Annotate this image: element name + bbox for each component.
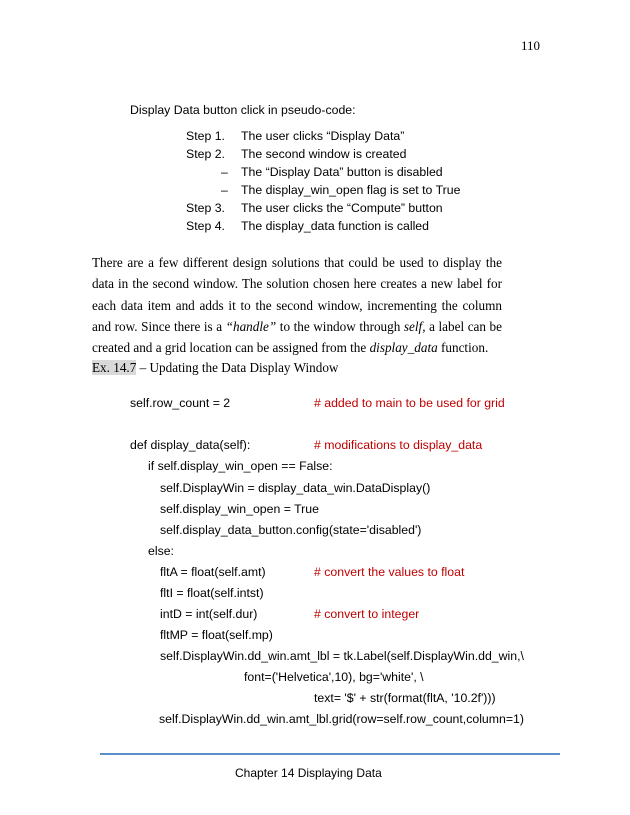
- pseudo-code-intro: Display Data button click in pseudo-code:: [130, 103, 356, 117]
- sub-step-dash: –: [221, 165, 228, 179]
- step-label: Step 3.: [186, 201, 225, 215]
- example-title: – Updating the Data Display Window: [136, 360, 339, 375]
- code-line: self.display_data_button.config(state='disabled'): [160, 523, 422, 537]
- example-number: Ex. 14.7: [92, 360, 137, 375]
- code-line: fltI = float(self.intst): [160, 586, 264, 600]
- code-line: else:: [148, 544, 174, 558]
- paragraph-emphasis: display_data: [369, 340, 438, 356]
- code-line: def display_data(self):: [130, 438, 251, 452]
- body-paragraph: [92, 252, 502, 358]
- page-number: 110: [521, 38, 541, 53]
- code-line: self.DisplayWin = display_data_win.DataDisplay(): [160, 481, 431, 495]
- code-line: self.DisplayWin.dd_win.amt_lbl.grid(row=self.row_count,column=1): [159, 712, 524, 726]
- example-heading: [92, 360, 338, 376]
- code-line: fltA = float(self.amt): [160, 565, 266, 579]
- chapter-footer: Chapter 14 Displaying Data: [235, 766, 382, 780]
- code-line: self.DisplayWin.dd_win.amt_lbl = tk.Label(self.DisplayWin.dd_win,\: [160, 649, 524, 663]
- code-comment: # added to main to be used for grid: [314, 396, 505, 410]
- paragraph-text: There are a few different design solutions that could be used to display the data in the second window. The solution chosen here creates a new label for each data item and adds it to the second window, incrementing the column and row. Since there is a: [92, 255, 502, 334]
- code-comment: # convert the values to float: [314, 565, 465, 579]
- code-line: if self.display_win_open == False:: [148, 459, 333, 473]
- code-line: fltMP = float(self.mp): [160, 628, 273, 642]
- step-text: The display_win_open flag is set to True: [241, 183, 461, 197]
- paragraph-emphasis: self,: [403, 318, 426, 334]
- paragraph-text: a label can be created and a grid location can be assigned from the: [92, 318, 502, 356]
- paragraph-text: to the window through: [276, 318, 404, 334]
- code-line: intD = int(self.dur): [160, 607, 258, 621]
- code-line: font=('Helvetica',10), bg='white', \: [244, 670, 424, 684]
- code-line: text= '$' + str(format(fltA, '10.2f'))): [314, 691, 496, 705]
- step-text: The display_data function is called: [241, 219, 429, 233]
- step-label: Step 4.: [186, 219, 225, 233]
- step-text: The user clicks “Display Data”: [241, 129, 405, 143]
- footer-rule: [100, 753, 560, 755]
- step-text: The user clicks the “Compute” button: [241, 201, 443, 215]
- step-text: The second window is created: [241, 147, 407, 161]
- code-line: self.display_win_open = True: [160, 502, 319, 516]
- sub-step-dash: –: [221, 183, 228, 197]
- code-line: self.row_count = 2: [130, 396, 231, 410]
- paragraph-text: function.: [437, 340, 489, 356]
- paragraph-emphasis: “handle”: [225, 318, 277, 334]
- step-text: The “Display Data” button is disabled: [241, 165, 443, 179]
- code-comment: # convert to integer: [314, 607, 420, 621]
- step-label: Step 2.: [186, 147, 225, 161]
- step-label: Step 1.: [186, 129, 225, 143]
- code-comment: # modifications to display_data: [314, 438, 483, 452]
